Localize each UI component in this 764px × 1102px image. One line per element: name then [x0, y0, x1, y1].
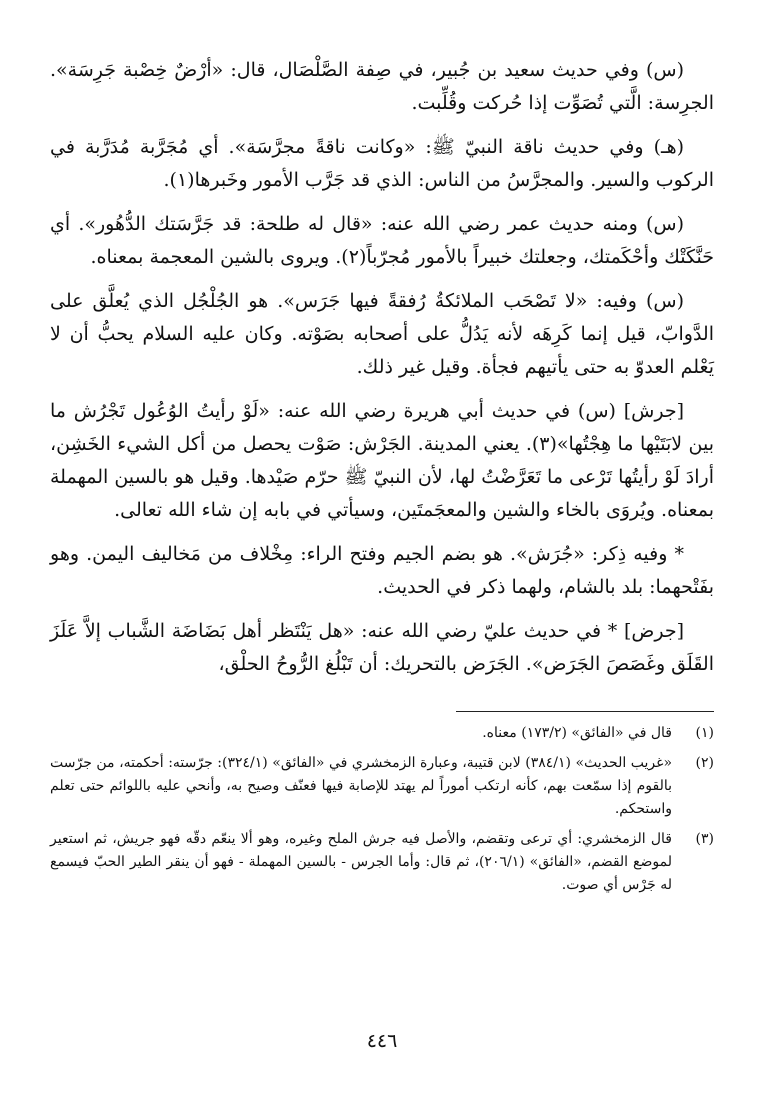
footnote-number: (١) [695, 725, 714, 741]
entry-jarad [50, 615, 714, 681]
footnote-2 [50, 752, 714, 821]
entry-text: (س) وفيه: «لا تَصْحَب الملائكةُ رُفقةً فيها جَرَس». هو الجُلْجُل الذي يُعلَّق على الدَّوابّ، قيل إنما كَرِهَه لأنه يَدُلُّ على أصحابه بصَوْته. وكان عليه السلام يحبُّ أن لا يَعْلم العدوّ به حتى يأتيهم فجأة. وقيل غير ذلك. [50, 290, 714, 378]
entry-text: * وفيه ذِكر: «جُرَش». هو بضم الجيم وفتح الراء: مِخْلاف من مَخاليف اليمن. وهو بفَتْحهما: بلد بالشام، ولهما ذكر في الحديث. [50, 543, 714, 598]
entry-jarash [50, 395, 714, 527]
entry-jaras-naqa [50, 131, 714, 197]
entry-jaras-bell [50, 285, 714, 384]
entry-jaras-saeed [50, 54, 714, 120]
footnote-separator [456, 711, 714, 712]
entry-text: (هـ) وفي حديث ناقة النبيّ ﷺ: «وكانت ناقةً مجرَّسَة». أي مُجَرَّبة مُدَرَّبة في الركوب والسير. والمجرَّسُ من الناس: الذي قد جَرَّب الأمور وخَبرها(١). [50, 136, 714, 191]
footnote-3 [50, 828, 714, 897]
footnote-1 [50, 722, 714, 745]
footnote-number: (٢) [695, 755, 714, 771]
entry-text: [جرش] (س) في حديث أبي هريرة رضي الله عنه: «لَوْ رأيتُ الوُعُول تَجْرُش ما بين لابَتَيْها ما هِجْتُها»(٣). يعني المدينة. الجَرْش: صَوْت يحصل من أكل الشيء الخَشِن، أرادَ لَوْ رأيتُها تَرْعى ما تَعَرَّضْتُ لها، لأن النبيّ ﷺ حرّم صَيْدها. وقيل هو بالسين المهملة بمعناه. ويُروَى بالخاء والشين والمعجَمتَين، وسيأتي في بابه إن شاء الله تعالى. [50, 400, 715, 521]
entry-text: [جرض] * في حديث عليّ رضي الله عنه: «هل يَنْتَظر أهل بَضَاضَة الشَّباب إلاَّ عَلَزَ القَلَق وغَصَصَ الجَرَض». الجَرَض بالتحريك: أن تَبْلُغ الرُّوحُ الحلْق، [50, 620, 714, 675]
footnote-text: قال في «الفائق» (١٧٣/٢) معناه. [482, 725, 672, 741]
footnote-text: «غريب الحديث» (٣٨٤/١) لابن قتيبة، وعبارة الزمخشري في «الفائق» (٣٢٤/١): جرّسته: أحكمته، من جرّست بالقوم إذا سمّعت بهم، كأنه ارتكب أموراً لم يهتد للإصابة فيها فعنّف وصيح به، وأنحي عليه باللوائم حتى تعلم واستحكم. [50, 755, 673, 817]
entry-jaras-umar [50, 208, 714, 274]
entry-jurash-place [50, 538, 714, 604]
page-number: ٤٤٦ [366, 1030, 398, 1052]
footnote-number: (٣) [695, 831, 714, 847]
footnotes [50, 722, 714, 897]
entry-text: (س) وفي حديث سعيد بن جُبير، في صِفة الصَّلْصَال، قال: «أرْضٌ خِصْبة جَرِسَة». الجرِسة: الَّتي تُصَوِّت إذا حُركت وقُلِّبت. [50, 59, 714, 114]
entry-text: (س) ومنه حديث عمر رضي الله عنه: «قال له طلحة: قد جَرَّسَتك الدُّهُور». أي حَنَّكَتْك وأحْكَمتك، وجعلتك خبيراً بالأمور مُجرّباً(٢). ويروى بالشين المعجمة بمعناه. [50, 213, 714, 268]
footnote-text: قال الزمخشري: أي ترعى وتقضم، والأصل فيه جرش الملح وغيره، وهو ألا ينعّم دقّه فهو جريش، ثم استعير لموضع القضم، «الفائق» (٢٠٦/١)، ثم قال: وأما الجرس - بالسين المهملة - فهو أن ينقر الطير الحبّ فيسمع له جَرْس أي صوت. [50, 831, 672, 893]
